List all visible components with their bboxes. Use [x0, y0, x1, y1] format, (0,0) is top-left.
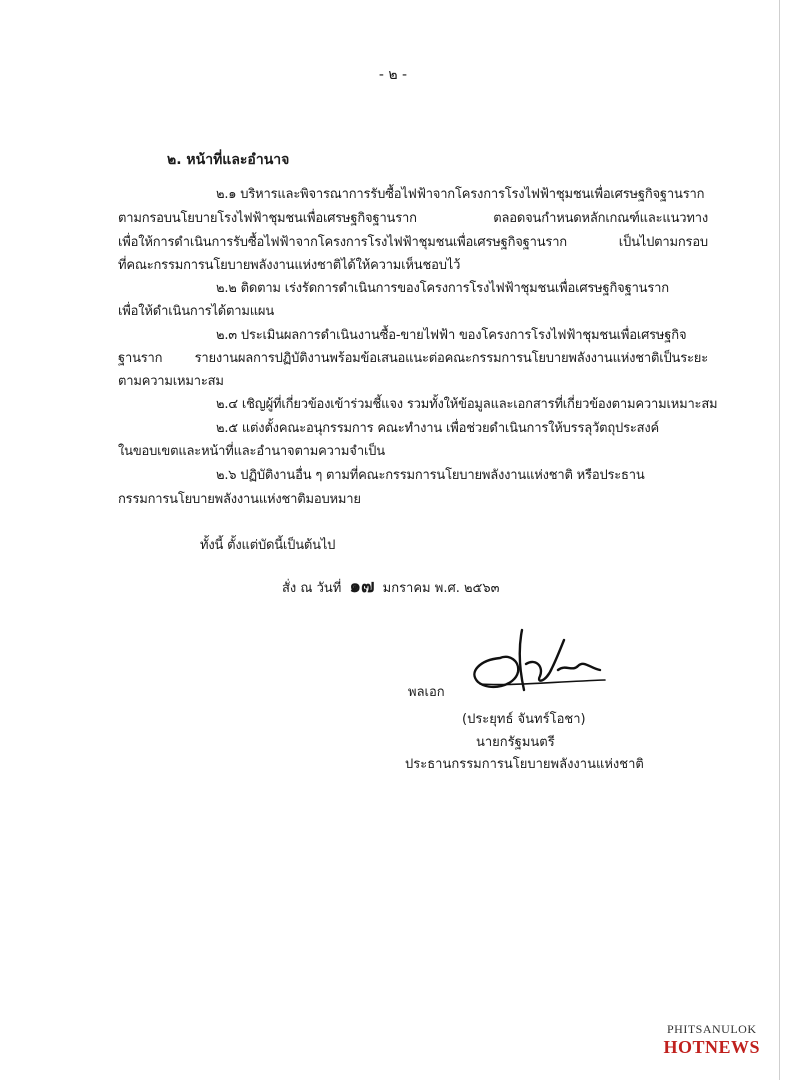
item-2-1-line-1: ๒.๑ บริหารและพิจารณาการรับซื้อไฟฟ้าจากโครงการโรงไฟฟ้าชุมชนเพื่อเศรษฐกิจฐานราก — [216, 187, 705, 202]
item-2-5-line-2: ในขอบเขตและหน้าที่และอำนาจตามความจำเป็น — [118, 444, 385, 459]
item-2-1-line-3: เพื่อให้การดำเนินการรับซื้อไฟฟ้าจากโครงการโรงไฟฟ้าชุมชนเพื่อเศรษฐกิจฐานราก เป็นไปตามกรอบ — [118, 235, 708, 250]
item-2-6-line-1: ๒.๖ ปฏิบัติงานอื่น ๆ ตามที่คณะกรรมการนโยบายพลังงานแห่งชาติ หรือประธาน — [216, 468, 645, 483]
item-2-1-line-4: ที่คณะกรรมการนโยบายพลังงานแห่งชาติได้ให้ความเห็นชอบไว้ — [118, 258, 461, 273]
signatory-position-2: ประธานกรรมการนโยบายพลังงานแห่งชาติ — [405, 757, 644, 772]
signatory-position-1: นายกรัฐมนตรี — [476, 735, 555, 750]
item-2-3-line-3: ตามความเหมาะสม — [118, 374, 224, 389]
item-2-1-line-2: ตามกรอบนโยบายโรงไฟฟ้าชุมชนเพื่อเศรษฐกิจฐานราก ตลอดจนกำหนดหลักเกณฑ์และแนวทาง — [118, 211, 708, 226]
item-2-5-line-1: ๒.๕ แต่งตั้งคณะอนุกรรมการ คณะทำงาน เพื่อช่วยดำเนินการให้บรรลุวัตถุประสงค์ — [216, 421, 660, 436]
section-heading: ๒. หน้าที่และอำนาจ — [167, 152, 290, 168]
item-2-6-line-2: กรรมการนโยบายพลังงานแห่งชาติมอบหมาย — [118, 492, 361, 507]
signature-rank: พลเอก — [408, 685, 445, 700]
item-2-2-line-1: ๒.๒ ติดตาม เร่งรัดการดำเนินการของโครงการโรงไฟฟ้าชุมชนเพื่อเศรษฐกิจฐานราก — [216, 281, 669, 296]
page-number: - ๒ - — [378, 67, 408, 83]
order-date — [282, 571, 500, 600]
handwritten-signature — [460, 620, 610, 700]
item-2-3-line-2: ฐานราก รายงานผลการปฏิบัติงานพร้อมข้อเสนอแนะต่อคณะกรรมการนโยบายพลังงานแห่งชาติเป็นระยะ — [118, 351, 708, 366]
item-2-4-line-1: ๒.๔ เชิญผู้ที่เกี่ยวข้องเข้าร่วมชี้แจง รวมทั้งให้ข้อมูลและเอกสารที่เกี่ยวข้องตามความเหมาะสม — [216, 397, 718, 412]
page-edge — [779, 0, 780, 1080]
watermark-line-1: PHITSANULOK — [666, 1022, 757, 1036]
signatory-name: (ประยุทธ์ จันทร์โอชา) — [462, 712, 586, 727]
date-day: ๑๗ — [349, 576, 375, 597]
effective-statement: ทั้งนี้ ตั้งแต่บัดนี้เป็นต้นไป — [200, 538, 336, 553]
watermark-logo — [663, 1022, 760, 1058]
item-2-2-line-2: เพื่อให้ดำเนินการได้ตามแผน — [118, 304, 275, 319]
item-2-3-line-1: ๒.๓ ประเมินผลการดำเนินงานซื้อ-ขายไฟฟ้า ของโครงการโรงไฟฟ้าชุมชนเพื่อเศรษฐกิจ — [216, 328, 687, 343]
watermark-line-2: HOTNEWS — [663, 1037, 760, 1057]
date-prefix: สั่ง ณ วันที่ — [282, 581, 342, 596]
date-month-year: มกราคม พ.ศ. ๒๕๖๓ — [382, 581, 500, 596]
